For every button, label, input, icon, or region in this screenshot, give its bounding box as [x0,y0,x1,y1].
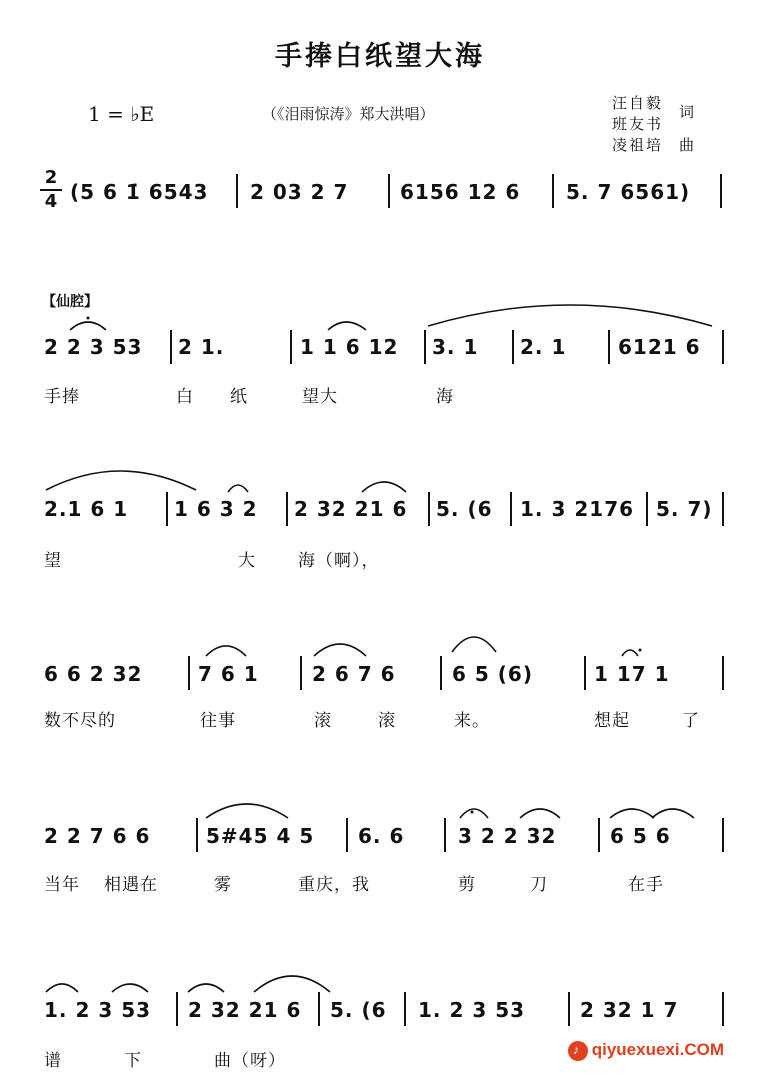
row2-measure4: 3. 1 [432,335,479,359]
row5-measure3: 6. 6 [358,824,405,848]
row2-lyric: 纸 [230,387,248,407]
row5-lyric: 雾 [214,875,232,895]
slur [46,471,196,490]
credit-lyricist-1: 汪自毅 [612,94,664,112]
row4-lyric: 来。 [454,711,490,731]
row5-lyric: 刀 [530,875,548,895]
slur [254,976,330,992]
key-signature: 1 = ♭E [88,102,155,126]
slur [428,305,712,326]
row1-measure2: 2 03 2 7 [250,180,349,204]
slur [228,485,248,492]
row6-measure2: 2 32 21 6 [188,998,302,1022]
row3-lyric: 大 [238,551,256,571]
row2-measure5: 2. 1 [520,335,567,359]
music-note-icon [568,1041,588,1061]
row2-measure2: 2 1. [178,335,225,359]
row4-lyric: 滚 [378,711,396,731]
credit-role-lyrics: 词 [679,103,697,121]
slur [622,650,638,656]
fermata-dot [471,811,474,814]
row4-lyric: 想起 [594,711,630,731]
credit-role-music: 曲 [679,136,697,154]
row5-lyric: 相遇在 [104,875,158,895]
row3-measure4: 5. (6 [436,497,493,521]
row5-measure4: 3 2 2 32 [458,824,557,848]
row6-measure1: 1. 2 3 53 [44,998,152,1022]
row2-measure1: 2 2 3 53 [44,335,143,359]
slur [70,322,106,330]
row2-lyric: 手捧 [44,387,80,407]
row3-measure3: 2 32 21 6 [294,497,408,521]
slur [46,984,78,992]
subtitle: （《泪雨惊涛》郑大洪唱） [262,105,435,123]
slur [460,809,488,818]
row3-measure5: 1. 3 2176 [520,497,635,521]
row3-measure1: 2.1 6 1 [44,497,129,521]
row1-measure4: 5. 7 6561) [566,180,691,204]
time-signature-bottom: 4 [44,191,58,212]
row3-measure6: 5. 7) [656,497,713,521]
credit-composer: 凌祖培 [612,136,664,154]
row5-lyric: 重庆，我 [298,875,370,895]
fermata-dot [639,649,642,652]
slur [610,809,654,818]
slur [362,482,406,492]
slur [520,809,560,818]
row4-lyric: 往事 [200,711,236,731]
row2-lyric: 望大 [302,387,338,407]
row4-lyric: 滚 [314,711,332,731]
row6-measure4: 1. 2 3 53 [418,998,526,1022]
slur [206,804,288,818]
slur [452,637,496,652]
row2-measure6: 6121 6 [618,335,701,359]
row5-lyric: 当年 [44,875,80,895]
slur [314,644,366,656]
row5-measure5: 6 5 6 [610,824,671,848]
row4-measure1: 6 6 2 32 [44,662,143,686]
fermata-marks [87,317,642,814]
row1-measure3: 6156 12 6 [400,180,521,204]
row2-lyric: 海 [436,387,454,407]
section-label: 【仙腔】 [42,294,98,310]
slur [206,646,246,656]
row6-lyric: 曲（呀） [214,1051,286,1071]
row1-measure1: (5 6 1̇ 6543 [70,180,209,204]
row4-measure3: 2 6 7 6 [312,662,396,686]
time-signature-top: 2 [44,167,58,188]
slur [328,322,366,330]
row2-measure3: 1 1 6 12 [300,335,399,359]
row5-measure1: 2 2 7 6 6 [44,824,151,848]
row5-lyric: 剪 [458,875,476,895]
slur [112,984,148,992]
row4-measure2: 7 6 1 [198,662,259,686]
row3-lyric: 海（啊）， [298,551,380,571]
row5-measure2: 5#45 4 5 [206,824,315,848]
row6-lyric: 下 [124,1051,142,1071]
watermark [568,1040,724,1061]
row3-lyric: 望 [44,551,62,571]
fermata-dot [87,317,90,320]
row4-measure5: 1 17 1 [594,662,670,686]
watermark-text: qiyuexuexi.COM [591,1040,724,1059]
row4-lyric: 了 [682,711,700,731]
row5-lyric: 在手 [628,875,664,895]
row6-measure5: 2 32 1 7 [580,998,679,1022]
slur [188,984,224,992]
row6-lyric: 谱 [44,1051,62,1071]
row2-lyric: 白 [176,387,194,407]
row4-measure4: 6 5 (6) [452,662,533,686]
row4-lyric: 数不尽的 [44,711,116,731]
credit-lyricist-2: 班友书 [612,115,664,133]
slur [652,809,694,818]
row3-measure2: 1 6 3 2 [174,497,258,521]
row6-measure3: 5. (6 [330,998,387,1022]
page-title: 手捧白纸望大海 [275,41,485,72]
